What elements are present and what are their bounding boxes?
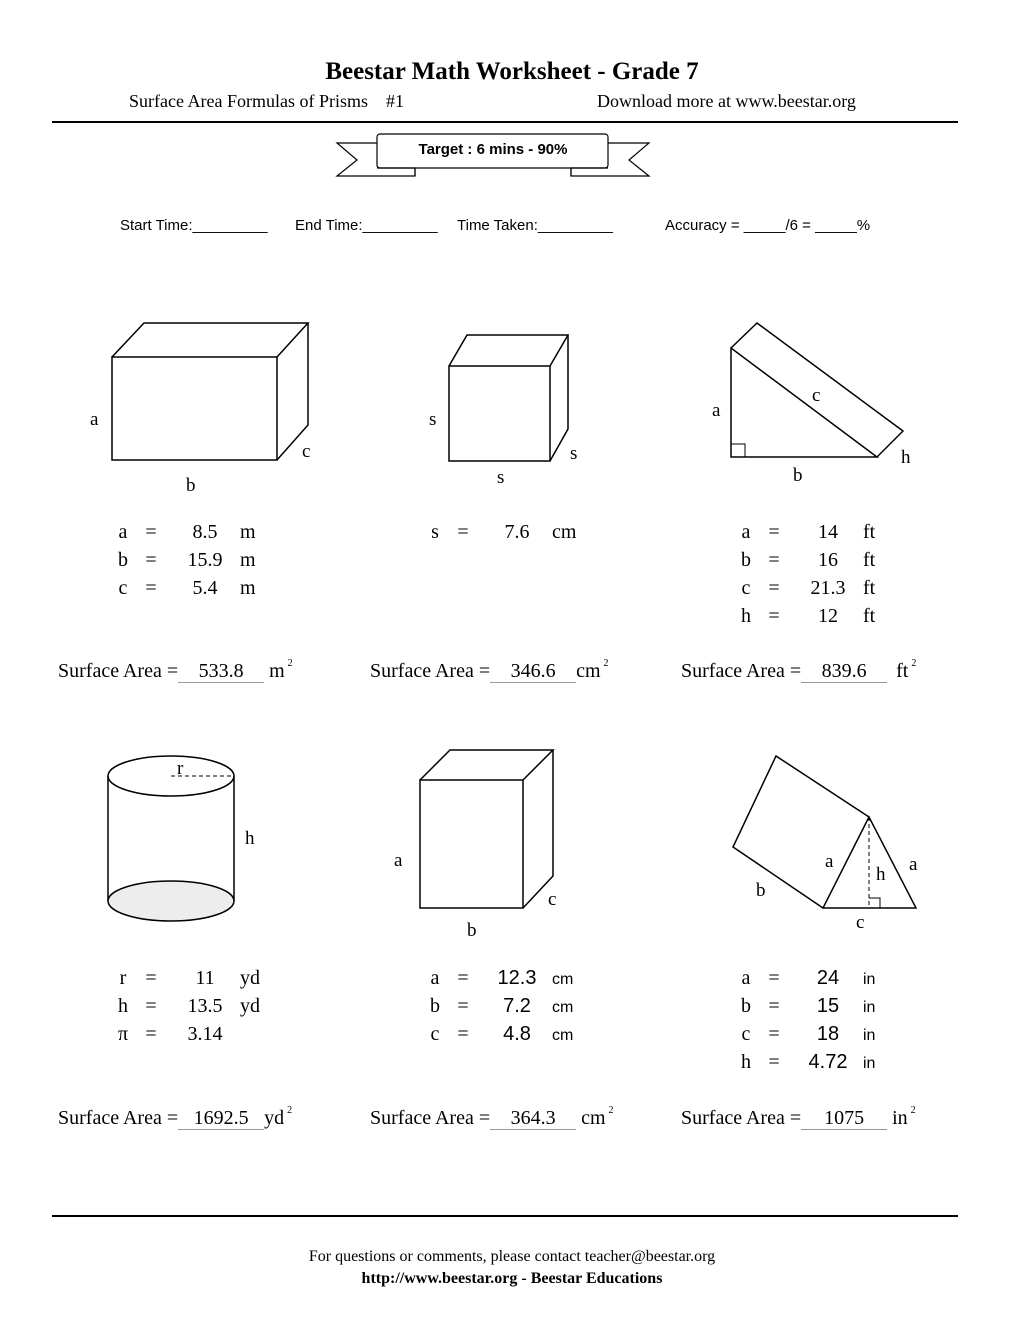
- answer-unit: cm: [581, 1107, 606, 1129]
- variable-unit: cm: [552, 1027, 574, 1044]
- answer-field[interactable]: 533.8: [178, 660, 264, 683]
- answer-unit: m: [269, 660, 285, 682]
- problem-5-surface-area: [370, 1107, 614, 1130]
- value-row: [114, 518, 256, 546]
- equals-sign: =: [145, 577, 157, 599]
- equals-sign: =: [145, 967, 157, 989]
- answer-unit: cm: [576, 660, 601, 682]
- equals-sign: =: [145, 521, 157, 543]
- problem-1-surface-area: [58, 660, 293, 683]
- equals-sign: =: [768, 995, 780, 1017]
- variable-unit: cm: [552, 521, 577, 543]
- unit-exponent: 2: [910, 1105, 916, 1116]
- variable-unit: in: [863, 971, 876, 988]
- value-row: [114, 546, 256, 574]
- variable-unit: m: [240, 521, 256, 543]
- worksheet-subtitle: Surface Area Formulas of Prisms #1: [129, 91, 404, 111]
- value-row: [737, 546, 875, 574]
- variable-value: 16: [818, 549, 838, 571]
- variable-unit: in: [863, 1027, 876, 1044]
- fig6-label-a-right: a: [909, 854, 918, 875]
- variable-unit: ft: [863, 577, 876, 599]
- equals-sign: =: [145, 549, 157, 571]
- variable-value: 12: [818, 605, 838, 627]
- problem-6-surface-area: [681, 1107, 916, 1130]
- equals-sign: =: [457, 967, 469, 989]
- variable-unit: ft: [863, 521, 876, 543]
- variable-name: a: [430, 967, 440, 989]
- rectangular-prism-figure-1: [112, 323, 311, 462]
- variable-name: b: [430, 995, 440, 1017]
- variable-value: 15.9: [187, 549, 223, 571]
- unit-exponent: 2: [603, 658, 609, 669]
- equals-sign: =: [768, 549, 780, 571]
- variable-name: b: [118, 549, 128, 571]
- value-row: [114, 574, 256, 602]
- fig2-label-s-right: s: [570, 443, 578, 464]
- fig1-label-a: a: [90, 409, 99, 430]
- variable-unit: in: [863, 999, 876, 1016]
- value-row: [737, 602, 875, 630]
- variable-name: h: [741, 1051, 751, 1073]
- value-row: [426, 1020, 573, 1048]
- answer-field[interactable]: 1692.5: [178, 1107, 264, 1130]
- variable-name: c: [118, 577, 128, 599]
- equals-sign: =: [145, 1023, 157, 1045]
- problem-5-values: [426, 964, 573, 1048]
- variable-name: c: [741, 577, 751, 599]
- answer-unit: ft: [896, 660, 909, 682]
- variable-unit: in: [863, 1055, 876, 1072]
- variable-value: 15: [816, 995, 840, 1017]
- answer-field[interactable]: 346.6: [490, 660, 576, 683]
- surface-area-label: Surface Area =: [58, 660, 179, 682]
- variable-value: 24: [816, 967, 840, 989]
- equals-sign: =: [457, 1023, 469, 1045]
- fig3-label-a: a: [712, 400, 721, 421]
- problem-3-surface-area: [681, 660, 916, 683]
- value-row: [737, 1020, 875, 1048]
- equals-sign: =: [145, 995, 157, 1017]
- variable-name: a: [741, 967, 751, 989]
- time-taken-field[interactable]: Time Taken:_________: [457, 217, 613, 234]
- fig3-label-h: h: [901, 447, 911, 468]
- value-row: [737, 1048, 875, 1076]
- variable-unit: m: [240, 577, 256, 599]
- problem-2-surface-area: [370, 660, 609, 683]
- variable-value: 11: [195, 967, 215, 989]
- fig5-label-a: a: [394, 850, 403, 871]
- value-row: [737, 518, 875, 546]
- fig4-label-h: h: [245, 828, 255, 849]
- fig6-label-b: b: [756, 880, 766, 901]
- unit-exponent: 2: [287, 1105, 293, 1116]
- variable-value: 21.3: [810, 577, 846, 599]
- variable-name: r: [119, 967, 127, 989]
- rectangular-prism-figure-2: [420, 750, 553, 908]
- fig4-label-r: r: [177, 758, 184, 779]
- equals-sign: =: [768, 1051, 780, 1073]
- answer-unit: yd: [264, 1107, 285, 1129]
- problem-4-values: [114, 964, 260, 1048]
- fig2-label-s-left: s: [429, 409, 437, 430]
- equals-sign: =: [768, 1023, 780, 1045]
- variable-value: 5.4: [192, 577, 218, 599]
- value-row: [737, 992, 875, 1020]
- variable-value: 14: [818, 521, 838, 543]
- variable-name: h: [118, 995, 128, 1017]
- variable-value: 7.2: [503, 995, 531, 1017]
- variable-value: 3.14: [187, 1023, 223, 1045]
- banner-text: Target : 6 mins - 90%: [418, 141, 568, 158]
- variable-value: 18: [816, 1023, 840, 1045]
- variable-value: 4.8: [503, 1023, 531, 1045]
- variable-unit: yd: [240, 995, 260, 1017]
- surface-area-label: Surface Area =: [370, 1107, 491, 1129]
- cube-figure: [449, 335, 568, 461]
- variable-name: c: [741, 1023, 751, 1045]
- equals-sign: =: [768, 521, 780, 543]
- answer-field[interactable]: 1075: [801, 1107, 887, 1130]
- value-row: [426, 964, 573, 992]
- fig5-label-b: b: [467, 920, 477, 941]
- variable-name: π: [117, 1023, 129, 1045]
- variable-value: 4.72: [808, 1051, 848, 1073]
- variable-name: h: [741, 605, 751, 627]
- equals-sign: =: [768, 967, 780, 989]
- worksheet-title: Beestar Math Worksheet - Grade 7: [325, 58, 699, 85]
- fig3-label-c: c: [812, 385, 821, 406]
- fig6-label-h: h: [876, 864, 886, 885]
- equals-sign: =: [768, 577, 780, 599]
- problem-6-values: [737, 964, 875, 1076]
- equals-sign: =: [457, 521, 469, 543]
- variable-unit: cm: [552, 999, 574, 1016]
- surface-area-label: Surface Area =: [58, 1107, 179, 1129]
- value-row: [114, 1020, 260, 1048]
- variable-unit: m: [240, 549, 256, 571]
- problem-2-values: [426, 518, 576, 546]
- unit-exponent: 2: [287, 658, 293, 669]
- answer-unit: in: [892, 1107, 908, 1129]
- variable-name: a: [118, 521, 128, 543]
- unit-exponent: 2: [608, 1105, 614, 1116]
- start-time-field[interactable]: Start Time:_________: [120, 217, 268, 234]
- variable-unit: yd: [240, 967, 260, 989]
- value-row: [737, 574, 875, 602]
- variable-unit: ft: [863, 605, 876, 627]
- value-row: [426, 518, 576, 546]
- surface-area-label: Surface Area =: [681, 1107, 802, 1129]
- problem-4-surface-area: [58, 1107, 292, 1130]
- variable-value: 12.3: [497, 967, 537, 989]
- answer-field[interactable]: 839.6: [801, 660, 887, 683]
- answer-field[interactable]: 364.3: [490, 1107, 576, 1130]
- fig6-label-a-left: a: [825, 851, 834, 872]
- surface-area-label: Surface Area =: [681, 660, 802, 682]
- cylinder-figure: [108, 756, 234, 921]
- unit-exponent: 2: [911, 658, 917, 669]
- surface-area-label: Surface Area =: [370, 660, 491, 682]
- variable-name: a: [741, 521, 751, 543]
- variable-value: 8.5: [192, 521, 218, 543]
- variable-name: b: [741, 549, 751, 571]
- end-time-field[interactable]: End Time:_________: [295, 217, 438, 234]
- variable-unit: cm: [552, 971, 574, 988]
- variable-value: 7.6: [504, 521, 530, 543]
- footer-contact: For questions or comments, please contact teacher@beestar.org: [308, 1248, 716, 1265]
- variable-value: 13.5: [187, 995, 223, 1017]
- problem-3-values: [737, 518, 875, 630]
- footer-divider: [52, 1215, 958, 1217]
- accuracy-field[interactable]: Accuracy = _____/6 = _____%: [665, 217, 871, 234]
- variable-name: s: [431, 521, 439, 543]
- value-row: [114, 992, 260, 1020]
- variable-unit: ft: [863, 549, 876, 571]
- fig3-label-b: b: [793, 465, 803, 486]
- value-row: [426, 992, 573, 1020]
- fig1-label-b: b: [186, 475, 196, 496]
- fig1-label-c: c: [302, 441, 311, 462]
- value-row: [114, 964, 260, 992]
- variable-name: b: [741, 995, 751, 1017]
- equals-sign: =: [457, 995, 469, 1017]
- footer-website[interactable]: http://www.beestar.org - Beestar Educations: [361, 1270, 663, 1287]
- fig2-label-s-bottom: s: [497, 467, 505, 488]
- download-link-text: Download more at www.beestar.org: [597, 91, 856, 111]
- fig6-label-c: c: [856, 912, 865, 933]
- problem-1-values: [114, 518, 256, 602]
- fig5-label-c: c: [548, 889, 557, 910]
- variable-name: c: [430, 1023, 440, 1045]
- value-row: [737, 964, 875, 992]
- equals-sign: =: [768, 605, 780, 627]
